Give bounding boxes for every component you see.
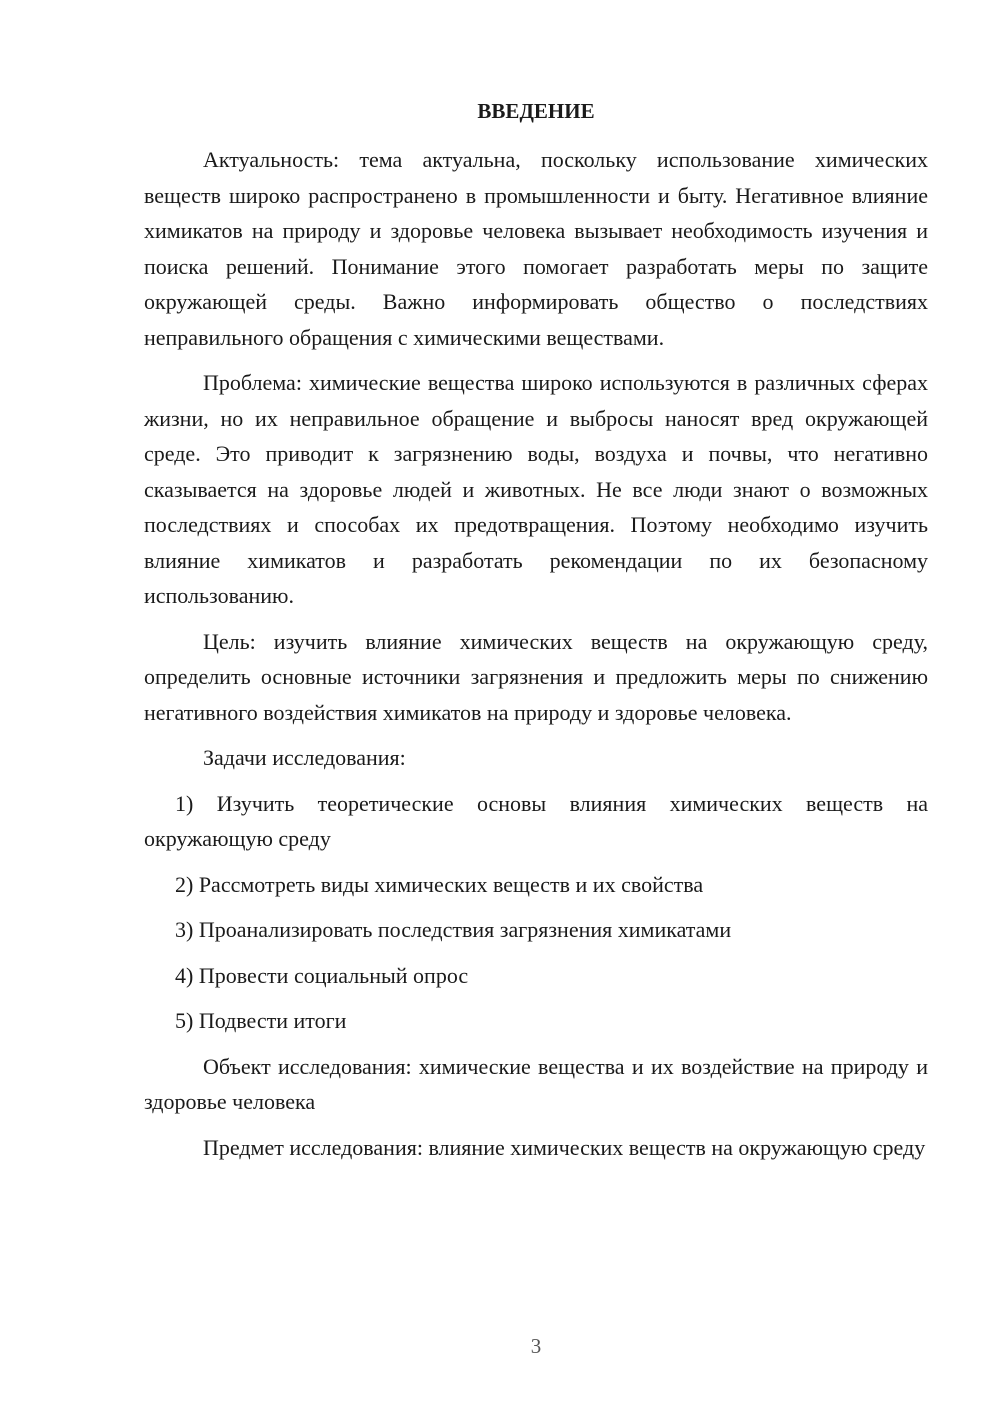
tasks-heading: Задачи исследования: xyxy=(203,745,406,770)
task-item: 4) Провести социальный опрос xyxy=(175,962,469,988)
task-item: 2) Рассмотреть виды химических веществ и их свойства xyxy=(175,871,704,897)
task-item: 1) Изучить теоретические основы влияния химических веществ на окружающую среду xyxy=(144,790,928,851)
goal-paragraph: Цель: изучить влияние химических веществ на окружающую среду, определить основные источники загрязнения и предложить меры по снижению негативного воздействия химикатов на природу и здоровье человека. xyxy=(144,628,928,725)
research-subject-paragraph: Предмет исследования: влияние химических веществ на окружающую среду xyxy=(203,1134,926,1160)
task-item: 3) Проанализировать последствия загрязнения химикатами xyxy=(175,917,732,942)
page-number: 3 xyxy=(530,1334,542,1358)
relevance-paragraph: Актуальность: тема актуальна, поскольку использование химических веществ широко распространено в промышленности и быту. Негативное влияние химикатов на природу и здоровье человека вызывает необходимость изучения и поиска решений. Понимание этого помогает разработать меры по защите окружающей среды. Важно информировать общество о последствиях неправильного обращения с химическими веществами. xyxy=(144,147,928,350)
document-body xyxy=(144,142,928,1165)
research-object-paragraph: Объект исследования: химические вещества и их воздействие на природу и здоровье человека xyxy=(144,1053,928,1114)
task-item: 5) Подвести итоги xyxy=(175,1008,347,1033)
page-title: ВВЕДЕНИЕ xyxy=(477,99,595,123)
problem-paragraph: Проблема: химические вещества широко используются в различных сферах жизни, но их неправильное обращение и выбросы наносят вред окружающей среде. Это приводит к загрязнению воды, воздуха и почвы, что негативно сказывается на здоровье людей и животных. Не все люди знают о возможных последствиях и способах их предотвращения. Поэтому необходимо изучить влияние химикатов и разработать рекомендации по их безопасному использованию. xyxy=(144,370,928,608)
